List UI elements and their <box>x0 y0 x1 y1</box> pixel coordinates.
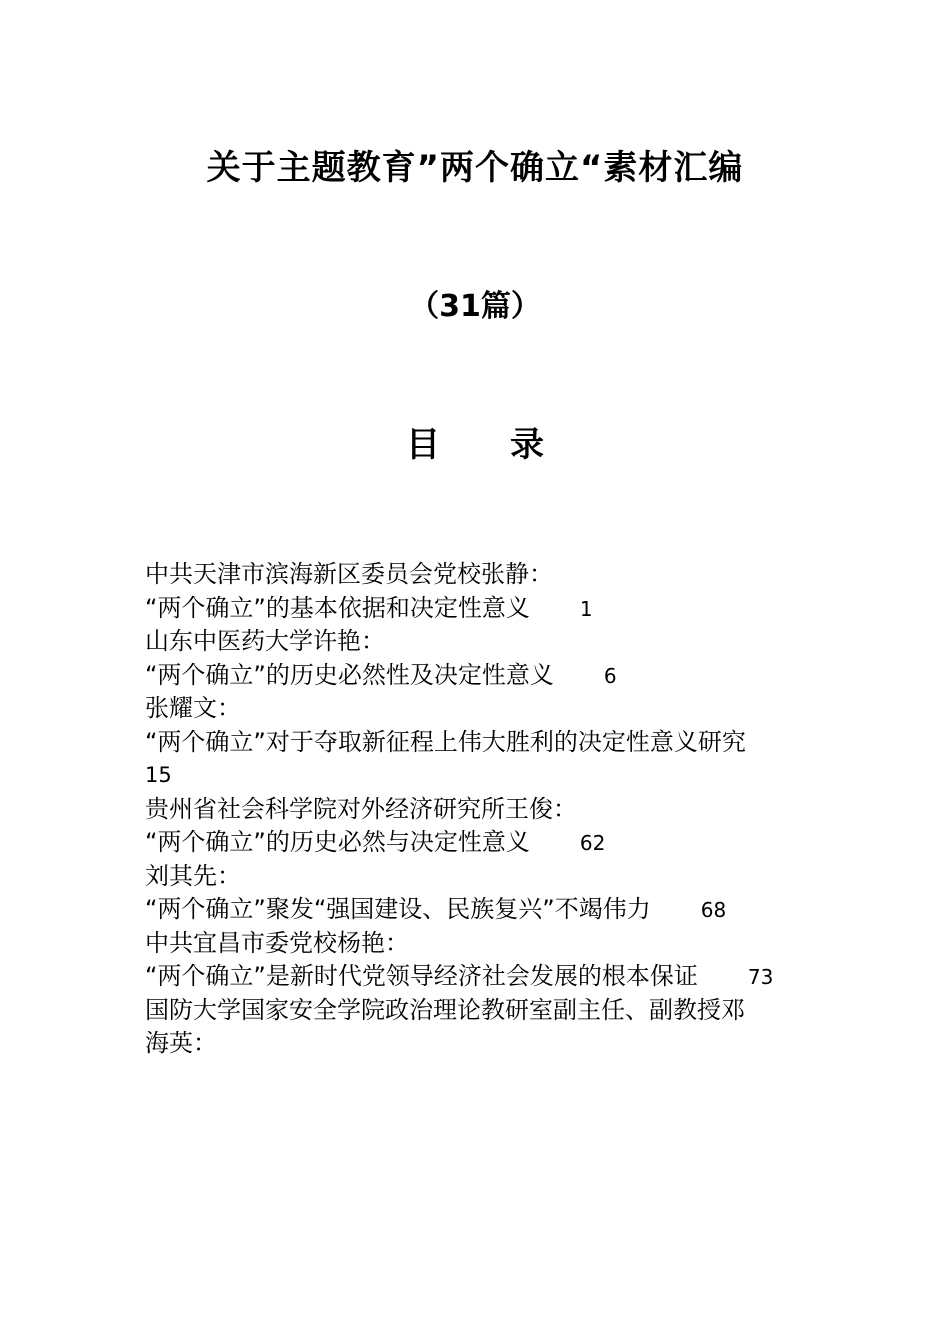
toc-entry-page: 62 <box>579 831 606 855</box>
toc-heading-right: 录 <box>510 425 544 465</box>
toc-heading-left: 目 <box>406 425 440 465</box>
toc-entry-title[interactable]: “两个确立”对于夺取新征程上伟大胜利的决定性意义研究 <box>145 727 746 756</box>
toc-entry-page-line <box>145 759 815 793</box>
toc-entry-author: 山东中医药大学许艳： <box>145 627 385 655</box>
toc-heading <box>0 420 950 470</box>
document-subtitle: （31篇） <box>409 289 541 324</box>
toc-entry-title-line[interactable] <box>145 826 815 860</box>
toc-entry-title-line[interactable] <box>145 893 815 927</box>
toc-entry-author: 张耀文： <box>145 694 241 722</box>
toc-entry-author: 刘其先： <box>145 861 241 890</box>
toc-entry-title-line[interactable] <box>145 659 815 693</box>
table-of-contents <box>145 558 815 1061</box>
toc-entry-title-line[interactable] <box>145 960 815 994</box>
toc-entry-title[interactable]: “两个确立”聚发“强国建设、民族复兴”不竭伟力 <box>145 895 651 923</box>
toc-entry-page: 68 <box>700 898 727 922</box>
toc-entry-title[interactable]: “两个确立”是新时代党领导经济社会发展的根本保证 <box>145 962 698 990</box>
document-title: 关于主题教育”两个确立“素材汇编 <box>206 148 744 188</box>
toc-entry-author: 贵州省社会科学院对外经济研究所王俊： <box>145 794 577 823</box>
toc-entry-title[interactable]: “两个确立”的历史必然性及决定性意义 <box>145 660 554 689</box>
toc-entry-author-cont: 海英： <box>145 1029 217 1057</box>
toc-entry-author: 国防大学国家安全学院政治理论教研室副主任、副教授邓 <box>145 995 745 1024</box>
toc-entry-title-line[interactable] <box>145 726 815 760</box>
toc-entry-author: 中共宜昌市委党校杨艳： <box>145 928 409 957</box>
toc-entry-title[interactable]: “两个确立”的历史必然与决定性意义 <box>145 828 530 856</box>
toc-entry-page: 15 <box>145 763 172 787</box>
toc-entry-title[interactable]: “两个确立”的基本依据和决定性意义 <box>145 593 530 622</box>
toc-entry-author: 中共天津市滨海新区委员会党校张静： <box>145 560 553 588</box>
toc-entry-title-line[interactable] <box>145 592 815 626</box>
toc-entry-page: 73 <box>747 965 774 989</box>
toc-entry-page: 6 <box>603 663 617 688</box>
toc-entry-page: 1 <box>579 596 593 621</box>
